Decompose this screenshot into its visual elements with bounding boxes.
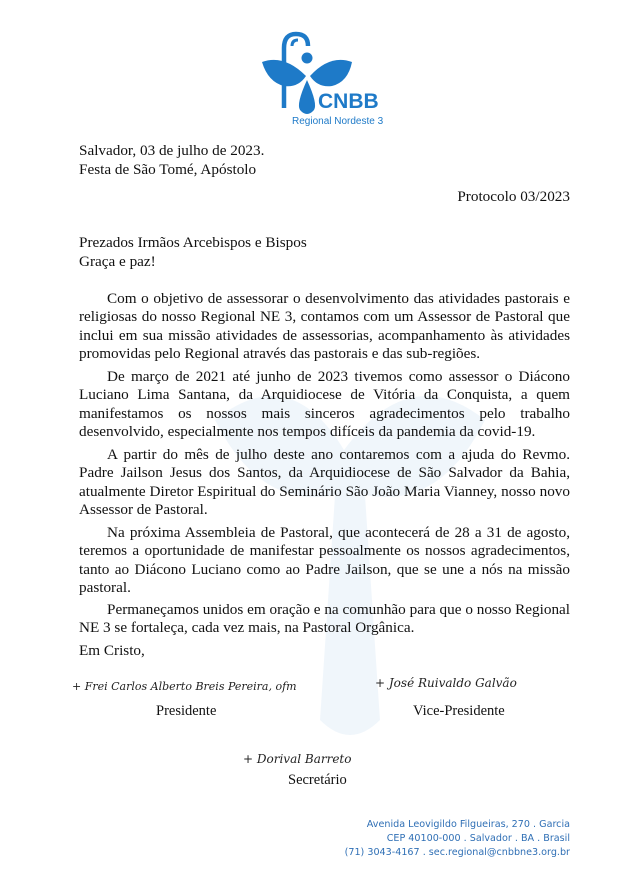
- feast-line: Festa de São Tomé, Apóstolo: [79, 161, 257, 178]
- place-date: Salvador, 03 de julho de 2023.: [79, 142, 265, 159]
- paragraph: Permaneçamos unidos em oração e na comunhão para que o nosso Regional NE 3 se fortaleça, cada vez mais, na Pastoral Orgânica.: [79, 601, 570, 637]
- footer-phone-email: (71) 3043-4167 . sec.regional@cnbbne3.org.br: [344, 847, 570, 858]
- logo-subtitle: Regional Nordeste 3: [292, 116, 384, 127]
- salutation: Prezados Irmãos Arcebispos e Bispos: [79, 234, 307, 251]
- paragraph: De março de 2021 até junho de 2023 tivemos como assessor o Diácono Luciano Lima Santana, da Arquidiocese de Vitória da Conquista, a quem manifestamos os nossos mais sinceros agradecimentos pelo trabalho desenvolvido, especialmente nos tempos difíceis da pandemia da covid-19.: [79, 368, 570, 441]
- role-vice-president: Vice-Presidente: [413, 703, 505, 719]
- footer-city: CEP 40100-000 . Salvador . BA . Brasil: [386, 833, 570, 844]
- cnbb-logo-icon: [262, 30, 382, 130]
- role-secretary: Secretário: [288, 772, 347, 788]
- signature-secretary: + Dorival Barreto: [243, 752, 352, 766]
- role-president: Presidente: [156, 703, 217, 719]
- closing: Em Cristo,: [79, 642, 145, 659]
- footer-address: Avenida Leovigildo Filgueiras, 270 . Garcia: [366, 819, 570, 830]
- greeting-peace: Graça e paz!: [79, 253, 156, 270]
- paragraph: Com o objetivo de assessorar o desenvolvimento das atividades pastorais e religiosas do nosso Regional NE 3, contamos com um Assessor de Pastoral que inclui em sua missão atividades de assessorias, acompanhamento às atividades promovidas pelo Regional através das pastorais e das sub-regiões.: [79, 290, 570, 363]
- protocol-number: Protocolo 03/2023: [457, 188, 570, 205]
- footer-contact: [345, 818, 570, 860]
- paragraph: Na próxima Assembleia de Pastoral, que acontecerá de 28 a 31 de agosto, teremos a oportunidade de manifestar pessoalmente os nossos agradecimentos, tanto ao Diácono Luciano como ao Padre Jailson, que se une a nós na missão pastoral.: [79, 524, 570, 597]
- logo-name: CNBB: [318, 90, 379, 113]
- signature-president: + Frei Carlos Alberto Breis Pereira, ofm: [72, 680, 297, 693]
- paragraph: A partir do mês de julho deste ano contaremos com a ajuda do Revmo. Padre Jailson Jesus dos Santos, da Arquidiocese de São Salvador da Bahia, atualmente Diretor Espiritual do Seminário São João Maria Vianney, nosso novo Assessor de Pastoral.: [79, 446, 570, 519]
- signature-vice-president: + José Ruivaldo Galvão: [375, 676, 517, 690]
